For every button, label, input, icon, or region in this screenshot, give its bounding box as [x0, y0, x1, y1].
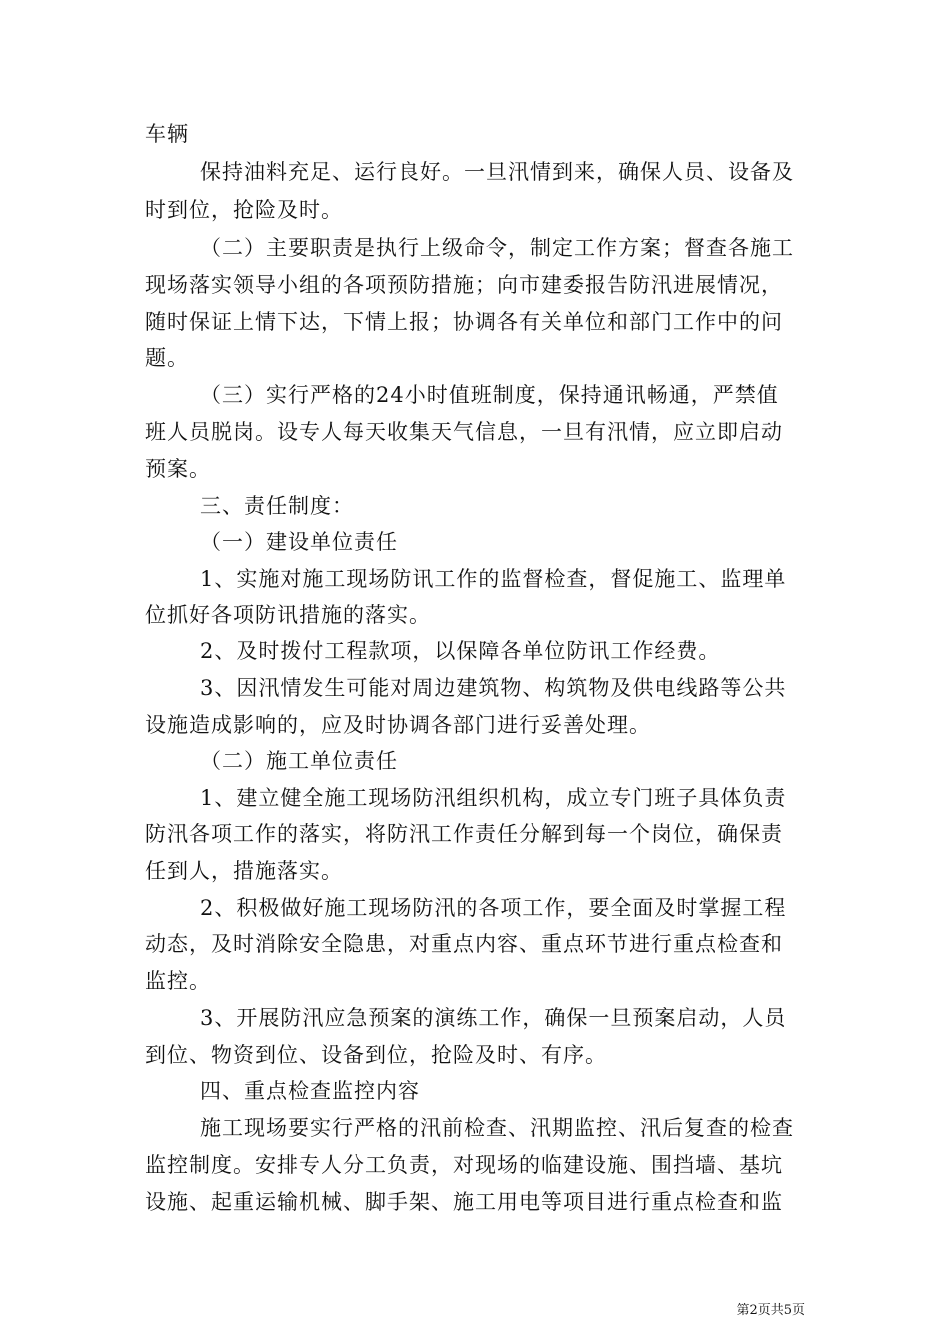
text-line: 3、开展防汛应急预案的演练工作，确保一旦预案启动，人员 [200, 1006, 787, 1030]
subsection-heading: （一）建设单位责任 [200, 530, 398, 554]
text-line: 保持油料充足、运行良好。一旦汛情到来，确保人员、设备及 [200, 160, 794, 184]
text-line: 2、及时拨付工程款项，以保障各单位防讯工作经费。 [200, 639, 721, 663]
text-line: 监控制度。安排专人分工负责，对现场的临建设施、围挡墙、基坑 [145, 1153, 783, 1177]
text-line: 随时保证上情下达，下情上报；协调各有关单位和部门工作中的问 [145, 310, 783, 334]
text-line: 2、积极做好施工现场防汛的各项工作，要全面及时掌握工程 [200, 896, 787, 920]
text-line: 现场落实领导小组的各项预防措施；向市建委报告防汛进展情况， [145, 273, 783, 297]
text-line: 时到位，抢险及时。 [145, 198, 343, 222]
text-line: 1、建立健全施工现场防汛组织机构，成立专门班子具体负责 [200, 786, 787, 810]
text-line: 施工现场要实行严格的汛前检查、汛期监控、汛后复查的检查 [200, 1116, 794, 1140]
page-number: 第2页共5页 [736, 1303, 805, 1318]
subsection-heading: （二）施工单位责任 [200, 749, 398, 773]
section-heading: 三、责任制度： [200, 494, 354, 518]
text-line: 车辆 [145, 122, 189, 146]
text-line: （三）实行严格的24小时值班制度，保持通讯畅通，严禁值 [200, 383, 779, 407]
text-line: 设施造成影响的，应及时协调各部门进行妥善处理。 [145, 713, 651, 737]
section-heading: 四、重点检查监控内容 [200, 1079, 420, 1103]
text-line: 监控。 [145, 969, 211, 993]
text-line: （二）主要职责是执行上级命令，制定工作方案；督查各施工 [200, 236, 794, 260]
text-line: 位抓好各项防讯措施的落实。 [145, 603, 431, 627]
text-line: 1、实施对施工现场防讯工作的监督检查，督促施工、监理单 [200, 567, 787, 591]
text-line: 设施、起重运输机械、脚手架、施工用电等项目进行重点检查和监 [145, 1190, 783, 1214]
text-line: 预案。 [145, 457, 211, 481]
text-line: 任到人，措施落实。 [145, 859, 343, 883]
text-line: 防汛各项工作的落实，将防汛工作责任分解到每一个岗位，确保责 [145, 822, 783, 846]
text-line: 3、因汛情发生可能对周边建筑物、构筑物及供电线路等公共 [200, 676, 787, 700]
text-line: 到位、物资到位、设备到位，抢险及时、有序。 [145, 1043, 607, 1067]
text-line: 动态，及时消除安全隐患，对重点内容、重点环节进行重点检查和 [145, 932, 783, 956]
text-line: 班人员脱岗。设专人每天收集天气信息，一旦有汛情，应立即启动 [145, 420, 783, 444]
text-line: 题。 [145, 346, 189, 370]
